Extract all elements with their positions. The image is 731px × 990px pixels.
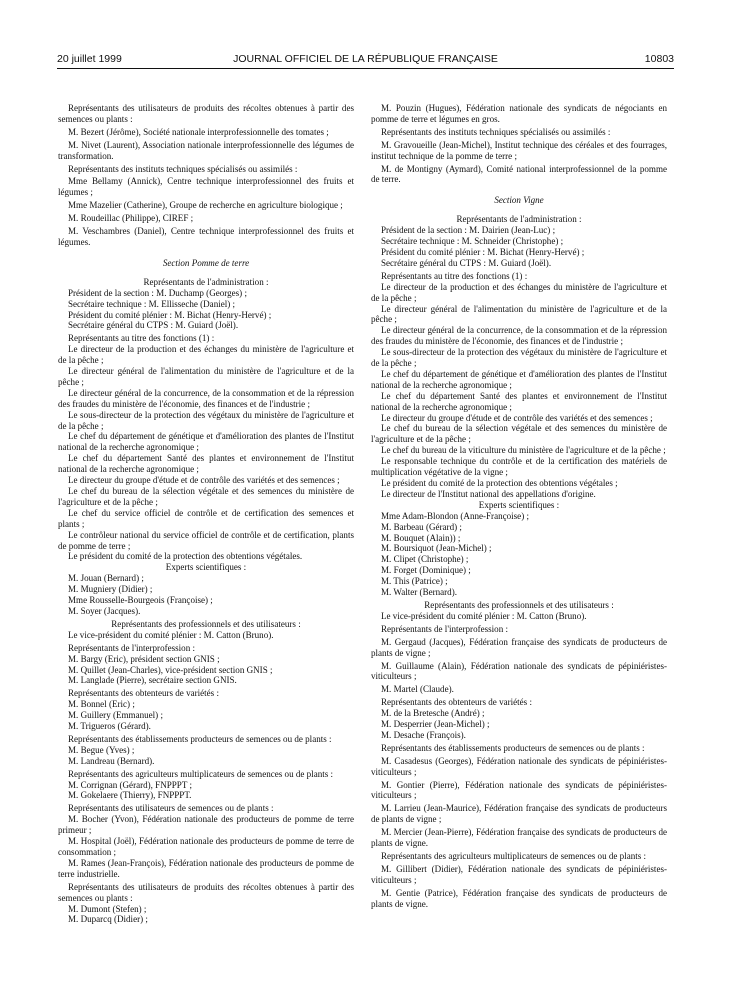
paragraph: M. Bocher (Yvon), Fédération nationale des producteurs de pomme de terre primeur ; xyxy=(58,814,354,836)
paragraph: Mme Adam-Blondon (Anne-Françoise) ; xyxy=(381,510,529,521)
paragraph: Le directeur général de l'alimentation du ministère de l'agriculture et de la pêche ; xyxy=(371,303,667,325)
paragraph: M. de Montigny (Aymard), Comité national interprofessionnel de la pomme de terre. xyxy=(371,163,667,185)
paragraph: M. Corrignan (Gérard), FNPPPT ; xyxy=(68,779,192,790)
paragraph: Experts scientifiques : xyxy=(478,499,560,510)
paragraph: Président du comité plénier : M. Bichat (Henry-Hervé) ; xyxy=(68,309,272,320)
paragraph: M. Trigueros (Gérard). xyxy=(68,721,151,732)
paragraph: M. Duparcq (Didier) ; xyxy=(68,914,148,925)
paragraph: Le directeur de la production et des échanges du ministère de l'agriculture et de la pêche ; xyxy=(371,281,667,303)
paragraph: M. Gravoueille (Jean-Michel), Institut technique des céréales et des fourrages, institut technique de la pomme de terre ; xyxy=(371,139,667,161)
paragraph: M. Bouquet (Alain)) ; xyxy=(381,532,461,543)
paragraph: M. Gergaud (Jacques), Fédération française des syndicats de producteurs de plants de vigne ; xyxy=(371,636,667,658)
paragraph: M. Gentie (Patrice), Fédération française des syndicats de producteurs de plants de vigne. xyxy=(371,887,667,909)
paragraph: Le vice-président du comité plénier : M. Catton (Bruno). xyxy=(381,610,587,621)
paragraph: Le président du comité de la protection des obtentions végétales. xyxy=(68,551,303,562)
paragraph: Le chef du bureau de la sélection végétale et des semences du ministère de l'agriculture et de la pêche ; xyxy=(58,486,354,507)
paragraph: Représentants des professionnels et des utilisateurs : xyxy=(111,618,301,629)
section-heading: Section Pomme de terre xyxy=(162,257,250,268)
paragraph: Représentants des établissements producteurs de semences ou de plants : xyxy=(381,742,645,753)
paragraph: Le chef du bureau de la sélection végétale et des semences du ministère de l'agriculture et de la pêche ; xyxy=(371,423,667,445)
paragraph: M. Pouzin (Hugues), Fédération nationale des syndicats de négociants en pomme de terre et légumes en gros. xyxy=(371,103,667,124)
paragraph: Représentants des agriculteurs multiplicateurs de semences ou de plants : xyxy=(68,768,334,779)
paragraph: Le directeur général de la concurrence, de la consommation et de la répression des fraudes du ministère de l'économie, des finances et de l'industrie ; xyxy=(371,325,667,347)
paragraph: M. Boursiquot (Jean-Michel) ; xyxy=(381,543,492,554)
paragraph: Le directeur général de la concurrence, de la consommation et de la répression des fraudes du ministère de l'économie, des finances et de l'industrie ; xyxy=(58,387,354,409)
paragraph: Le chef du département de génétique et d'amélioration des plantes de l'Institut national de la recherche agronomique ; xyxy=(371,368,667,390)
paragraph: M. Guillaume (Alain), Fédération nationale des syndicats de pépiniéristes-viticulteurs ; xyxy=(371,660,667,682)
paragraph: Représentants des utilisateurs de produits des récoltes obtenues à partir des semences ou plants : xyxy=(58,103,354,124)
paragraph: Président de la section : M. Dairien (Jean-Luc) ; xyxy=(381,225,556,236)
journal-title: JOURNAL OFFICIEL DE LA RÉPUBLIQUE FRANÇAISE xyxy=(233,53,498,65)
paragraph: M. Mercier (Jean-Pierre), Fédération française des syndicats de producteurs de plants de vigne. xyxy=(371,827,667,849)
paragraph: M. Desache (François). xyxy=(381,729,466,740)
paragraph: M. This (Patrice) ; xyxy=(381,576,448,587)
page-number: 10803 xyxy=(644,53,674,65)
paragraph: M. Dumont (Stefen) ; xyxy=(68,903,147,914)
paragraph: M. Quillet (Jean-Charles), vice-président section GNIS ; xyxy=(68,664,273,675)
paragraph: M. Gillibert (Didier), Fédération nationale des syndicats de pépiniéristes-viticulteurs ; xyxy=(371,863,667,885)
paragraph: Le directeur général de l'alimentation du ministère de l'agriculture et de la pêche ; xyxy=(58,366,354,387)
paragraph: Le chef du département Santé des plantes et environnement de l'Institut national de la recherche agronomique ; xyxy=(371,390,667,412)
paragraph: M. Nivet (Laurent), Association nationale interprofessionnelle des légumes de transformation. xyxy=(58,139,354,161)
paragraph: Le chef du bureau de la viticulture du ministère de l'agriculture et de la pêche ; xyxy=(381,445,666,456)
paragraph: M. Hospital (Joël), Fédération nationale des producteurs de pomme de terre de consommation ; xyxy=(58,836,354,857)
paragraph: Le président du comité de la protection des obtentions végétales ; xyxy=(381,478,618,488)
paragraph: M. de la Bretesche (André) ; xyxy=(381,708,485,719)
paragraph: Représentants des utilisateurs de semences ou de plants : xyxy=(68,803,274,814)
paragraph: M. Roudeillac (Philippe), CIREF ; xyxy=(68,213,194,224)
paragraph: M. Desperrier (Jean-Michel) ; xyxy=(381,719,490,730)
right-column xyxy=(371,101,667,910)
paragraph: M. Veschambres (Daniel), Centre technique interprofessionnel des fruits et légumes. xyxy=(58,226,354,247)
paragraph: Représentants de l'administration : xyxy=(456,214,582,225)
paragraph: Représentants de l'interprofession : xyxy=(68,642,195,653)
paragraph: Président de la section : M. Duchamp (Georges) ; xyxy=(68,287,247,298)
paragraph: Secrétaire général du CTPS : M. Guiard (Joël). xyxy=(68,320,239,331)
paragraph: M. Soyer (Jacques). xyxy=(68,605,141,616)
paragraph: Le directeur de la production et des échanges du ministère de l'agriculture et de la pêche ; xyxy=(58,344,354,366)
paragraph: Le sous-directeur de la protection des végétaux du ministère de l'agriculture et de la pêche ; xyxy=(58,409,354,431)
paragraph: Le chef du service officiel de contrôle et de certification des semences et plants ; xyxy=(58,507,354,529)
page-header xyxy=(57,53,674,67)
header-rule xyxy=(57,68,674,69)
paragraph: Experts scientifiques : xyxy=(165,562,247,573)
paragraph: M. Larrieu (Jean-Maurice), Fédération française des syndicats de producteurs de plants de vigne ; xyxy=(371,803,667,825)
paragraph: Représentants de l'interprofession : xyxy=(381,623,508,634)
paragraph: M. Barbeau (Gérard) ; xyxy=(381,521,462,532)
paragraph: Représentants des instituts techniques spécialisés ou assimilés : xyxy=(68,163,298,174)
paragraph: M. Bargy (Eric), président section GNIS ; xyxy=(68,653,220,664)
paragraph: Représentants de l'administration : xyxy=(143,276,269,287)
paragraph: Président du comité plénier : M. Bichat (Henry-Hervé) ; xyxy=(381,246,585,257)
paragraph: M. Gokelaere (Thierry), FNPPPT. xyxy=(68,790,192,801)
paragraph: Le responsable technique du contrôle et de la certification des matériels de multiplication végétative de la vigne ; xyxy=(371,456,667,478)
paragraph: M. Gontier (Pierre), Fédération nationale des syndicats de pépiniéristes-viticulteurs ; xyxy=(371,779,667,801)
paragraph: M. Begue (Yves) ; xyxy=(68,744,135,755)
paragraph: Mme Rousselle-Bourgeois (Françoise) ; xyxy=(68,595,213,606)
left-column xyxy=(58,101,354,925)
paragraph: M. Martel (Claude). xyxy=(381,684,454,695)
paragraph: Représentants au titre des fonctions (1) : xyxy=(68,333,215,344)
paragraph: Représentants des établissements producteurs de semences ou de plants : xyxy=(68,733,332,744)
paragraph: Le directeur du groupe d'étude et de contrôle des variétés et des semences ; xyxy=(381,412,653,423)
paragraph: M. Bonnel (Eric) ; xyxy=(68,699,135,710)
paragraph: Secrétaire technique : M. Ellisseche (Daniel) ; xyxy=(68,298,236,309)
paragraph: M. Guillery (Emmanuel) ; xyxy=(68,710,163,721)
paragraph: M. Forget (Dominique) ; xyxy=(381,565,471,576)
paragraph: Le directeur du groupe d'étude et de contrôle des variétés et des semences ; xyxy=(68,475,340,486)
paragraph: Représentants des obtenteurs de variétés : xyxy=(68,688,219,699)
paragraph: M. Mugniery (Didier) ; xyxy=(68,584,153,595)
paragraph: Mme Bellamy (Annick), Centre technique interprofessionnel des fruits et légumes ; xyxy=(58,176,354,198)
paragraph: Le sous-directeur de la protection des végétaux du ministère de l'agriculture et de la pêche ; xyxy=(371,347,667,369)
issue-date: 20 juillet 1999 xyxy=(57,53,122,65)
paragraph: Représentants des obtenteurs de variétés : xyxy=(381,697,532,708)
paragraph: Le contrôleur national du service officiel de contrôle et de certification, plants de pomme de terre ; xyxy=(58,529,354,551)
paragraph: Représentants des professionnels et des utilisateurs : xyxy=(424,599,614,610)
paragraph: Le chef du département de génétique et d'amélioration des plantes de l'Institut national de la recherche agronomique ; xyxy=(58,431,354,453)
paragraph: Secrétaire général du CTPS : M. Guiard (Joël). xyxy=(381,257,552,268)
paragraph: Représentants au titre des fonctions (1) : xyxy=(381,270,528,281)
section-heading: Section Vigne xyxy=(494,195,544,206)
paragraph: M. Bezert (Jérôme), Société nationale interprofessionnelle des tomates ; xyxy=(68,126,329,137)
paragraph: M. Langlade (Pierre), secrétaire section GNIS. xyxy=(68,675,237,686)
paragraph: M. Rames (Jean-François), Fédération nationale des producteurs de pomme de terre industrielle. xyxy=(58,857,354,879)
paragraph: M. Walter (Bernard). xyxy=(381,587,457,598)
paragraph: M. Clipet (Christophe) ; xyxy=(381,554,469,565)
paragraph: Le directeur de l'Institut national des appellations d'origine. xyxy=(381,488,596,499)
paragraph: Représentants des instituts techniques spécialisés ou assimilés : xyxy=(381,126,611,137)
paragraph: Représentants des agriculteurs multiplicateurs de semences ou de plants : xyxy=(381,851,647,861)
paragraph: Mme Mazelier (Catherine), Groupe de recherche en agriculture biologique ; xyxy=(68,200,343,211)
paragraph: M. Landreau (Bernard). xyxy=(68,755,155,766)
paragraph: Le vice-président du comité plénier : M. Catton (Bruno). xyxy=(68,629,274,640)
paragraph: M. Casadesus (Georges), Fédération nationale des syndicats de pépiniéristes-viticulteurs ; xyxy=(371,755,667,777)
paragraph: Secrétaire technique : M. Schneider (Christophe) ; xyxy=(381,236,564,247)
paragraph: Représentants des utilisateurs de produits des récoltes obtenues à partir des semences ou plants : xyxy=(58,881,354,903)
paragraph: M. Jouan (Bernard) ; xyxy=(68,573,144,584)
paragraph: Le chef du département Santé des plantes et environnement de l'Institut national de la recherche agronomique ; xyxy=(58,453,354,475)
